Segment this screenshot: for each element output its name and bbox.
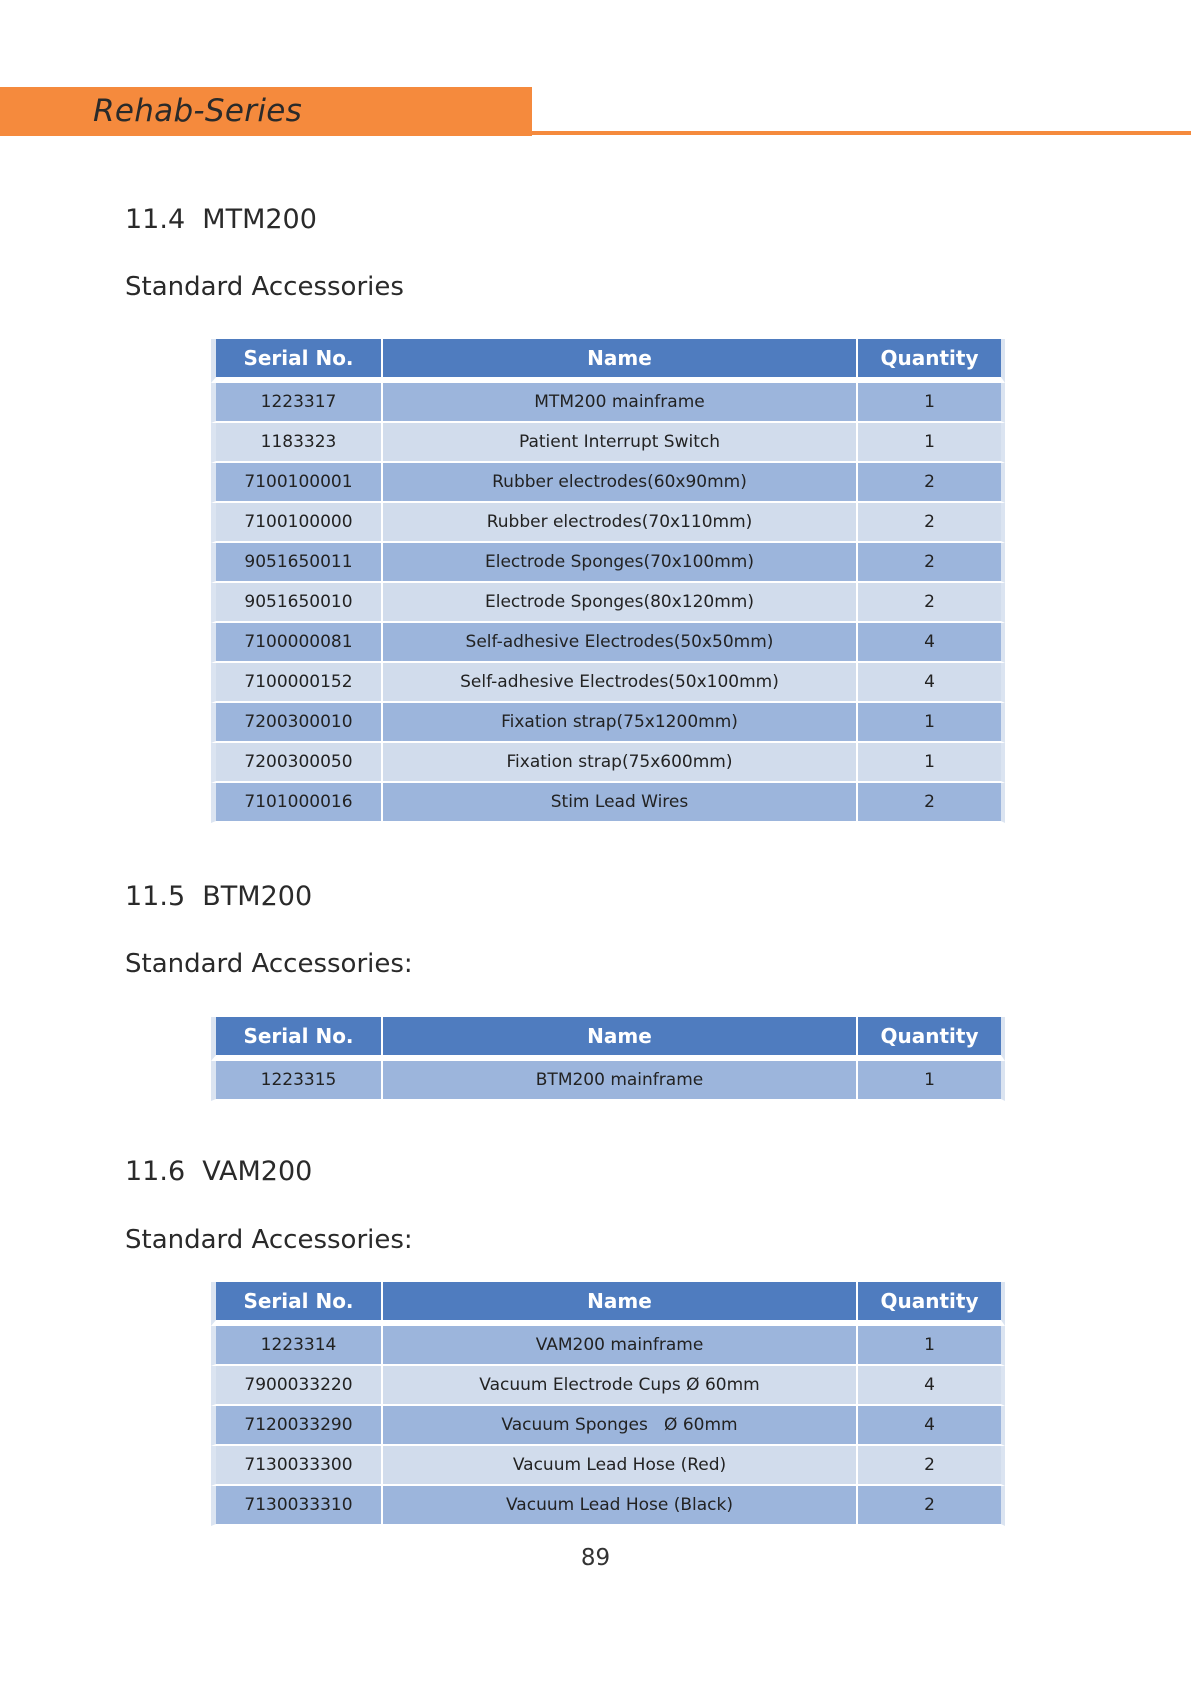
name-cell: Patient Interrupt Switch [383,423,858,463]
table-row [211,1326,1005,1366]
column-header-serial: Serial No. [211,1017,383,1061]
column-header-quantity: Quantity [858,1017,1005,1061]
series-title: Rehab-Series [93,93,303,129]
column-header-name: Name [383,1017,858,1061]
section-subheading-btm200: Standard Accessories: [125,949,413,979]
name-cell: Rubber electrodes(60x90mm) [383,463,858,503]
section-subheading-mtm200: Standard Accessories [125,272,404,302]
quantity-cell: 4 [858,663,1005,703]
accessories-table-btm200 [211,1017,1005,1101]
table-row [211,543,1005,583]
header-rule [532,131,1191,135]
column-header-name: Name [383,1282,858,1326]
quantity-cell: 2 [858,583,1005,623]
serial-cell: 1223317 [211,383,383,423]
quantity-cell: 1 [858,1061,1005,1101]
column-header-name: Name [383,339,858,383]
quantity-cell: 2 [858,1446,1005,1486]
quantity-cell: 2 [858,543,1005,583]
quantity-cell: 1 [858,743,1005,783]
name-cell: Vacuum Lead Hose (Red) [383,1446,858,1486]
serial-cell: 7100100000 [211,503,383,543]
serial-cell: 9051650010 [211,583,383,623]
table-row [211,1061,1005,1101]
table-row [211,743,1005,783]
serial-cell: 7101000016 [211,783,383,823]
table-row [211,703,1005,743]
quantity-cell: 2 [858,1486,1005,1526]
quantity-cell: 2 [858,463,1005,503]
table-row [211,1486,1005,1526]
name-cell: Rubber electrodes(70x110mm) [383,503,858,543]
table-row [211,663,1005,703]
name-cell: Vacuum Sponges Ø 60mm [383,1406,858,1446]
column-header-quantity: Quantity [858,1282,1005,1326]
name-cell: Self-adhesive Electrodes(50x50mm) [383,623,858,663]
serial-cell: 7130033310 [211,1486,383,1526]
table-row [211,423,1005,463]
serial-cell: 7120033290 [211,1406,383,1446]
quantity-cell: 4 [858,1406,1005,1446]
serial-cell: 7100000081 [211,623,383,663]
accessories-table-vam200 [211,1282,1005,1526]
accessories-table-mtm200 [211,339,1005,823]
serial-cell: 1223315 [211,1061,383,1101]
quantity-cell: 4 [858,623,1005,663]
serial-cell: 7200300010 [211,703,383,743]
column-header-quantity: Quantity [858,339,1005,383]
serial-cell: 7100000152 [211,663,383,703]
table-row [211,463,1005,503]
table-header-row [211,339,1005,383]
serial-cell: 7900033220 [211,1366,383,1406]
table-header-row [211,1017,1005,1061]
page-number: 89 [580,1545,611,1571]
table-header-row [211,1282,1005,1326]
table-row [211,1406,1005,1446]
table-row [211,1446,1005,1486]
table-row [211,503,1005,543]
serial-cell: 7130033300 [211,1446,383,1486]
quantity-cell: 2 [858,503,1005,543]
name-cell: Electrode Sponges(70x100mm) [383,543,858,583]
quantity-cell: 1 [858,383,1005,423]
name-cell: Fixation strap(75x600mm) [383,743,858,783]
section-subheading-vam200: Standard Accessories: [125,1225,413,1255]
quantity-cell: 4 [858,1366,1005,1406]
name-cell: Vacuum Lead Hose (Black) [383,1486,858,1526]
table-row [211,583,1005,623]
quantity-cell: 1 [858,423,1005,463]
section-heading-mtm200: 11.4 MTM200 [125,204,317,235]
table-row [211,1366,1005,1406]
section-heading-btm200: 11.5 BTM200 [125,881,313,912]
serial-cell: 1183323 [211,423,383,463]
name-cell: Self-adhesive Electrodes(50x100mm) [383,663,858,703]
name-cell: Vacuum Electrode Cups Ø 60mm [383,1366,858,1406]
quantity-cell: 1 [858,703,1005,743]
table-row [211,383,1005,423]
name-cell: Electrode Sponges(80x120mm) [383,583,858,623]
name-cell: Stim Lead Wires [383,783,858,823]
serial-cell: 7200300050 [211,743,383,783]
section-heading-vam200: 11.6 VAM200 [125,1156,313,1187]
quantity-cell: 2 [858,783,1005,823]
serial-cell: 9051650011 [211,543,383,583]
name-cell: VAM200 mainframe [383,1326,858,1366]
table-row [211,623,1005,663]
name-cell: BTM200 mainframe [383,1061,858,1101]
serial-cell: 7100100001 [211,463,383,503]
quantity-cell: 1 [858,1326,1005,1366]
column-header-serial: Serial No. [211,339,383,383]
serial-cell: 1223314 [211,1326,383,1366]
table-row [211,783,1005,823]
column-header-serial: Serial No. [211,1282,383,1326]
name-cell: Fixation strap(75x1200mm) [383,703,858,743]
name-cell: MTM200 mainframe [383,383,858,423]
